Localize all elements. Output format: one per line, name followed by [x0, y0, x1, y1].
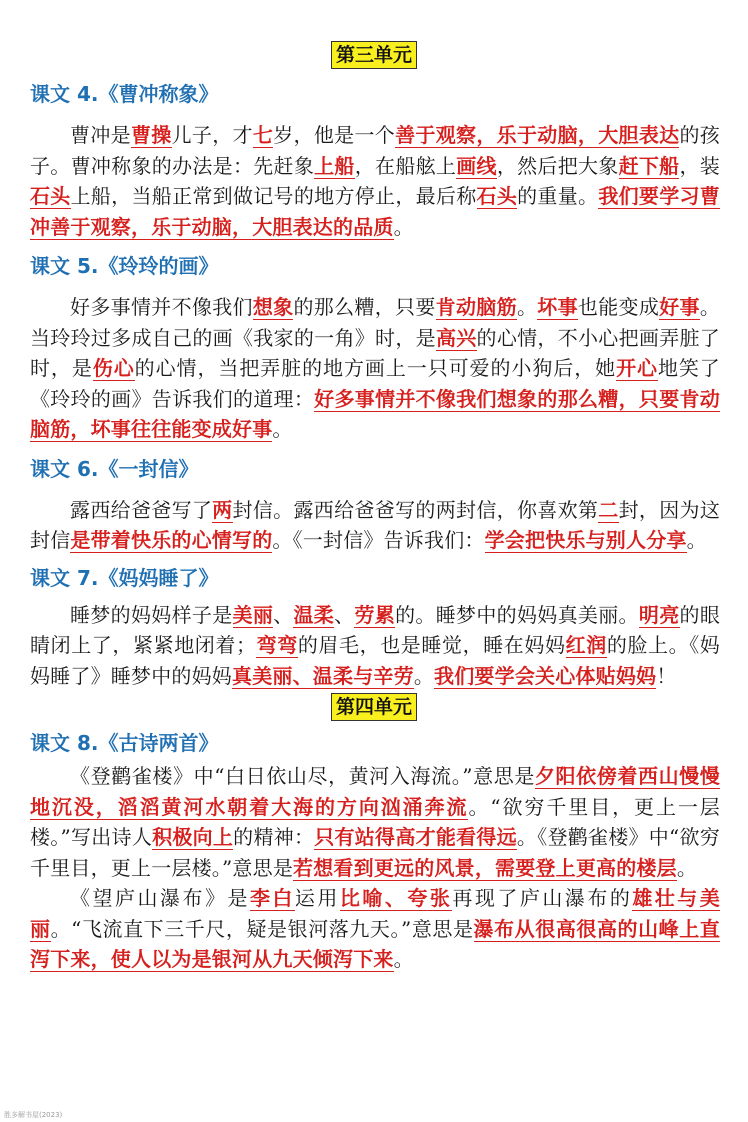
lesson-6-paragraph — [30, 495, 720, 556]
body-text: ，在船舷上 — [354, 153, 457, 178]
body-text: 。当玲玲过多成自己的画《我家的一角》时，是 — [30, 295, 721, 350]
body-text: 《登鹳雀楼》中“白日依山尽，黄河入海流。”意思是 — [70, 764, 535, 788]
highlighted-answer: 高兴 — [435, 325, 477, 350]
highlighted-answer: 曹操 — [130, 123, 172, 147]
body-text: 。 — [272, 417, 293, 441]
lesson-7-heading: 课文 7.《妈妈睡了》 — [30, 565, 219, 590]
body-text: 。《一封信》告诉我们： — [272, 528, 485, 552]
body-text: 、 — [273, 602, 294, 627]
lesson-4-heading: 课文 4.《曹冲称象》 — [30, 82, 219, 106]
body-text: 的眉毛，也是睡觉，睡在妈妈 — [297, 633, 566, 657]
body-text: 也能变成 — [577, 295, 660, 319]
unit-4-title-row — [0, 691, 748, 725]
body-text: 。 — [686, 528, 707, 552]
highlighted-answer: 弯弯 — [256, 633, 298, 657]
highlighted-answer: 积极向上 — [152, 825, 234, 849]
highlighted-answer: 画线 — [456, 153, 497, 178]
highlighted-answer: 学会把快乐与别人分享 — [484, 528, 687, 552]
highlighted-answer: 真美丽、温柔与辛劳 — [232, 663, 414, 688]
body-text: 上船，当船正常到做记号的地方停止，最后称 — [70, 184, 477, 208]
body-text: 的脸上。《妈妈睡了》睡梦中的妈妈 — [30, 633, 721, 688]
body-text: 的心情，当把弄脏的地方画上一只可爱的小狗后，她 — [134, 356, 617, 380]
unit-3-title: 第三单元 — [331, 41, 417, 69]
highlighted-answer: 肯动脑筋 — [435, 295, 517, 319]
highlighted-answer: 石头 — [476, 184, 518, 208]
body-text: 运用 — [294, 886, 340, 910]
body-text: ，然后把大象 — [496, 153, 619, 178]
body-text: 的心情，不小心把画弄脏了时，是 — [30, 325, 720, 380]
highlighted-answer: 两 — [212, 497, 233, 522]
highlighted-answer: 温柔 — [293, 602, 335, 627]
body-text: 。 — [393, 947, 414, 971]
lesson-6-heading: 课文 6.《一封信》 — [30, 456, 199, 481]
highlighted-answer: 若想看到更远的风景，需要登上更高的楼层 — [293, 855, 677, 880]
highlighted-answer: 二 — [598, 497, 619, 522]
body-text: 的精神： — [233, 825, 315, 849]
body-text: 儿子，才 — [171, 123, 253, 147]
lesson-5-heading: 课文 5.《玲玲的画》 — [30, 254, 219, 278]
highlighted-answer: 想象 — [252, 295, 294, 319]
body-text: 封信。露西给爸爸写的两封信，你喜欢第 — [232, 497, 599, 522]
body-text: 、 — [334, 602, 355, 627]
lesson-5-paragraph — [30, 292, 720, 445]
lesson-8-paragraph-2 — [30, 883, 720, 975]
highlighted-answer: 明亮 — [638, 602, 680, 627]
highlighted-answer: 红润 — [565, 633, 607, 657]
highlighted-answer: 只有站得高才能看得远 — [314, 825, 517, 849]
highlighted-answer: 赶下船 — [618, 153, 680, 178]
highlighted-answer: 比喻、夸张 — [339, 886, 453, 910]
body-text: 《望庐山瀑布》是 — [70, 886, 250, 910]
unit-3-title-row — [0, 36, 748, 76]
body-text: 的。睡梦中的妈妈真美丽。 — [395, 602, 639, 627]
body-text: 好多事情并不像我们 — [70, 295, 253, 319]
highlighted-answer: 李白 — [249, 886, 295, 910]
body-text: 的眼睛闭上了，紧紧地闭着； — [30, 602, 721, 657]
body-text: ！ — [656, 663, 677, 688]
highlighted-answer: 上船 — [314, 153, 355, 178]
highlighted-answer: 善于观察，乐于动脑，大胆表达 — [395, 123, 680, 147]
highlighted-answer: 我们要学会关心体贴妈妈 — [434, 663, 657, 688]
body-text: 。 — [516, 295, 538, 319]
body-text: 。“欲穷千里目，更上一层楼。”写出诗人 — [30, 794, 721, 849]
body-text: 再现了庐山瀑布的 — [452, 886, 633, 910]
body-text: 的重量。 — [517, 184, 599, 208]
highlighted-answer: 好多事情并不像我们想象的那么糟，只要肯动脑筋，坏事往往能变成好事 — [30, 386, 720, 441]
body-text: ，装 — [679, 153, 720, 178]
highlighted-answer: 好事 — [659, 295, 700, 319]
body-text: 岁，他是一个 — [273, 123, 396, 147]
lesson-8-heading: 课文 8.《古诗两首》 — [30, 731, 219, 755]
body-text: 。 — [676, 855, 698, 880]
unit-4-title: 第四单元 — [331, 693, 417, 721]
highlighted-answer: 我们要学习曹冲善于观察，乐于动脑，大胆表达的品质 — [30, 184, 720, 239]
body-text: 。《登鹳雀楼》中“欲穷千里目，更上一层楼。”意思是 — [30, 825, 721, 880]
body-text: 露西给爸爸写了 — [70, 497, 213, 522]
lesson-8-paragraph-1 — [30, 761, 720, 883]
highlighted-answer: 夕阳依傍着西山慢慢地沉没，滔滔黄河水朝着大海的方向汹涌奔流 — [30, 764, 720, 819]
body-text: 地笑了《玲玲的画》告诉我们的道理： — [30, 356, 720, 411]
highlighted-answer: 坏事 — [537, 295, 578, 319]
highlighted-answer: 开心 — [616, 356, 658, 380]
highlighted-answer: 瀑布从很高很高的山峰上直泻下来，使人以为是银河从九天倾泻下来 — [30, 916, 721, 971]
highlighted-answer: 七 — [252, 123, 274, 147]
body-text: 。 — [393, 214, 414, 239]
body-text: 。 — [413, 663, 435, 688]
watermark: 胜多解书屋(2023) — [4, 1111, 63, 1119]
body-text: 的那么糟，只要 — [293, 295, 436, 319]
highlighted-answer: 石头 — [30, 184, 71, 208]
lesson-4-paragraph — [30, 120, 720, 242]
highlighted-answer: 伤心 — [92, 356, 135, 380]
body-text: 封，因为这封信 — [30, 497, 721, 552]
highlighted-answer: 是带着快乐的心情写的 — [70, 528, 273, 552]
body-text: 曹冲是 — [70, 123, 131, 147]
body-text: 。“飞流直下三千尺，疑是银河落九天。”意思是 — [50, 916, 474, 941]
highlighted-answer: 美丽 — [232, 602, 274, 627]
highlighted-answer: 雄壮与美丽 — [30, 886, 720, 941]
body-text: 的孩子。曹冲称象的办法是：先赶象 — [30, 123, 720, 178]
lesson-7-paragraph — [30, 600, 720, 692]
highlighted-answer: 劳累 — [354, 602, 396, 627]
body-text: 睡梦的妈妈样子是 — [70, 602, 233, 627]
